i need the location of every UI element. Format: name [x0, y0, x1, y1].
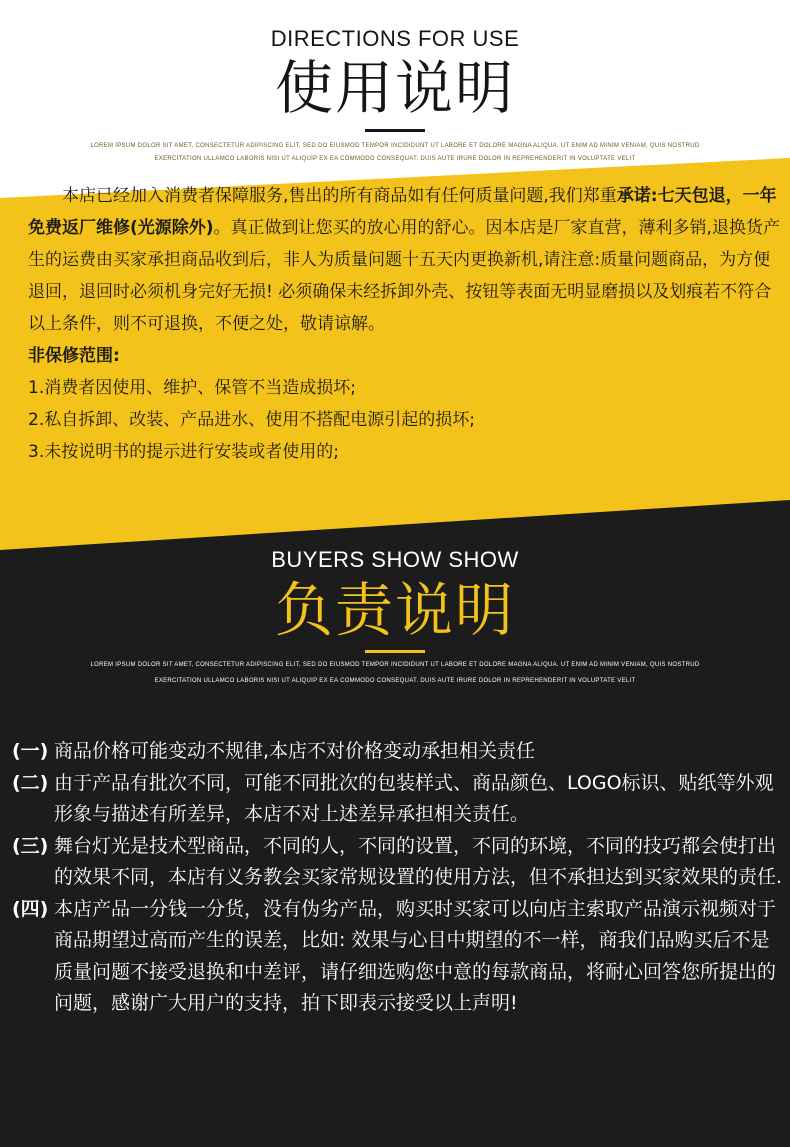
intro-text: 本店已经加入消费者保障服务,售出的所有商品如有任何质量问题,我们郑重 — [62, 186, 617, 206]
responsibility-list — [12, 736, 784, 1020]
item-text: 本店产品一分钱一分货，没有伪劣产品，购买时买家可以向店主索取产品演示视频对于商品期望过高而产生的误差，比如: 效果与心目中期望的不一样，商我们品购买后不是质量问题不接受退换和中差评，请仔细选购您中意的每款商品，将耐心回答您所提出的问题，感谢广大用户的支持，拍下即表示接受以上声明! — [54, 897, 777, 1014]
list-item — [12, 831, 784, 894]
item-number: (二) — [12, 771, 49, 794]
nonwarranty-item: 1.消费者因使用、维护、保管不当造成损坏; — [28, 378, 356, 398]
item-number: (一) — [12, 740, 49, 762]
warranty-description — [28, 180, 786, 468]
title-underline — [365, 129, 425, 132]
lorem-line: EXERCITATION ULLAMCO LABORIS NISI UT ALIQUIP EX EA COMMODO CONSEQUAT. DUIS AUTE IRURE DOLOR IN REPREHENDERIT IN VOLUPTATE VELIT — [154, 156, 636, 162]
item-number: (三) — [12, 834, 49, 857]
responsibility-chinese-title: 负责说明 — [274, 576, 515, 644]
lorem-line: LOREM IPSUM DOLOR SIT AMET, CONSECTETUR ADIPISCING ELIT, SED DO EIUSMOD TEMPOR INCIDIDUNT UT LABORE ET DOLORE MAGNA ALIQUA. UT ENIM AD MINIM VENIAM, QUIS NOSTRUD — [90, 143, 700, 149]
decorative-lorem-text — [90, 657, 700, 689]
nonwarranty-item: 3.未按说明书的提示进行安装或者使用的; — [28, 442, 339, 462]
intro-text-cont: 。真正做到让您买的放心用的舒心。因本店是厂家直营，薄利多销,退换货产生的运费由买家承担商品收到后，非人为质量问题十五天内更换新机,请注意:质量问题商品，为方便退回，退回时必须机身完好无损! 必须确保未经拆卸外壳、按钮等表面无明显磨损以及划痕若不符合以上条件，则不可退换，不便之处，敬请谅解。 — [28, 218, 780, 334]
warranty-intro — [28, 180, 786, 340]
warranty-promise: 承诺:七天包退，一年免费返厂维修(光源除外) — [28, 186, 777, 238]
nonwarranty-title: 非保修范围: — [28, 346, 120, 366]
directions-chinese-title: 使用说明 — [274, 54, 515, 122]
list-item — [12, 894, 784, 1020]
buyers-english-title: BUYERS SHOW SHOW — [271, 547, 519, 572]
nonwarranty-item: 2.私自拆卸、改装、产品进水、使用不搭配电源引起的损坏; — [28, 410, 475, 430]
item-text: 由于产品有批次不同，可能不同批次的包装样式、商品颜色、LOGO标识、贴纸等外观形象与描述有所差异，本店不对上述差异承担相关责任。 — [54, 771, 774, 825]
item-text: 舞台灯光是技术型商品，不同的人，不同的设置，不同的环境，不同的技巧都会使打出的效果不同，本店有义务教会买家常规设置的使用方法，但不承担达到买家效果的责任. — [54, 834, 783, 888]
directions-english-title: DIRECTIONS FOR USE — [270, 26, 520, 51]
title-underline — [365, 650, 425, 653]
decorative-lorem-text — [90, 140, 700, 166]
list-item — [12, 768, 784, 831]
list-item — [12, 736, 784, 768]
lorem-line: EXERCITATION ULLAMCO LABORIS NISI UT ALIQUIP EX EA COMMODO CONSEQUAT. DUIS AUTE IRURE DOLOR IN REPREHENDERIT IN VOLUPTATE VELIT — [154, 678, 636, 684]
item-number: (四) — [12, 897, 49, 920]
lorem-line: LOREM IPSUM DOLOR SIT AMET, CONSECTETUR ADIPISCING ELIT, SED DO EIUSMOD TEMPOR INCIDIDUNT UT LABORE ET DOLORE MAGNA ALIQUA. UT ENIM AD MINIM VENIAM, QUIS NOSTRUD — [90, 662, 700, 668]
item-text: 商品价格可能变动不规律,本店不对价格变动承担相关责任 — [54, 740, 536, 762]
